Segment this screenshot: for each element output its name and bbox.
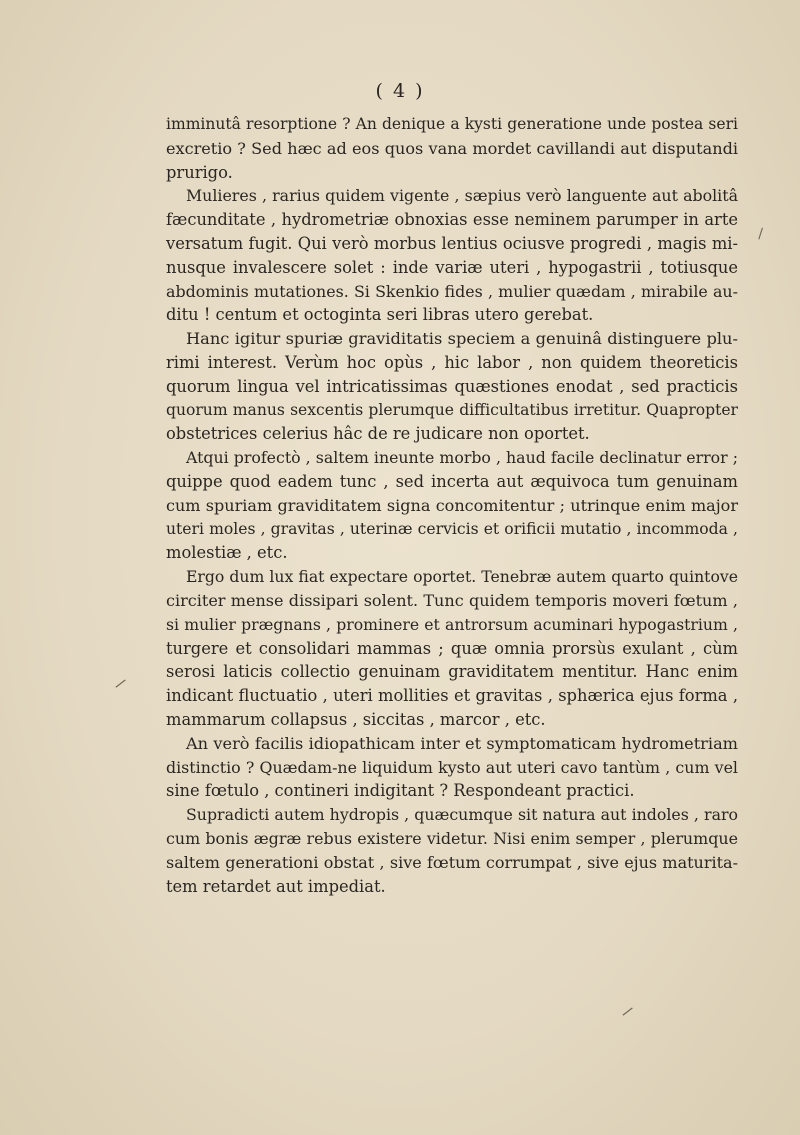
text-line: cum spuriam graviditatem signa concomitentur ; utrinque enim major bbox=[166, 495, 738, 515]
text-line: rimi interest. Verùm hoc opùs , hic labor , non quidem theoreticis bbox=[166, 352, 738, 372]
text-line: abdominis mutationes. Si Skenkio fides , mulier quædam , mirabile au- bbox=[166, 281, 738, 301]
text-line: quorum lingua vel intricatissimas quæstiones enodat , sed practicis bbox=[166, 376, 738, 396]
text-line: si mulier prægnans , prominere et antrorsum acuminari hypogastrium , bbox=[166, 614, 738, 634]
text-line: Atqui profectò , saltem ineunte morbo , haud facile declinatur error ; bbox=[186, 448, 738, 468]
text-line: uteri moles , gravitas , uterinæ cervicis et orificii mutatio , incommoda , bbox=[166, 519, 738, 538]
margin-mark: / bbox=[620, 1004, 634, 1020]
text-line: cum bonis ægræ rebus existere videtur. Nisi enim semper , plerumque bbox=[166, 828, 738, 848]
text-line: serosi laticis collectio genuinam graviditatem mentitur. Hanc enim bbox=[166, 662, 738, 682]
text-line: quippe quod eadem tunc , sed incerta aut æquivoca tum genuinam bbox=[166, 471, 738, 491]
text-line: turgere et consolidari mammas ; quæ omnia prorsùs exulant , cùm bbox=[166, 638, 738, 658]
text-line: versatum fugit. Qui verò morbus lentius ociusve progredi , magis mi- bbox=[166, 233, 738, 253]
text-line: fæcunditate , hydrometriæ obnoxias esse neminem parumper in arte bbox=[166, 210, 738, 230]
text-line: distinctio ? Quædam-ne liquidum kysto aut uteri cavo tantùm , cum vel bbox=[166, 757, 738, 777]
text-line: mammarum collapsus , siccitas , marcor , etc. bbox=[166, 709, 546, 729]
text-line: obstetrices celerius hâc de re judicare non oportet. bbox=[166, 424, 590, 444]
text-line: circiter mense dissipari solent. Tunc quidem temporis moveri fœtum , bbox=[166, 590, 738, 610]
text-line: tem retardet aut impediat. bbox=[166, 876, 386, 896]
body-text bbox=[166, 113, 738, 898]
text-line: indicant fluctuatio , uteri mollities et gravitas , sphærica ejus forma , bbox=[166, 686, 738, 706]
text-line: ditu ! centum et octoginta seri libras utero gerebat. bbox=[166, 305, 594, 325]
text-line: molestiæ , etc. bbox=[166, 543, 288, 563]
margin-mark: \ bbox=[753, 226, 767, 242]
text-line: An verò facilis idiopathicam inter et symptomaticam hydrometriam bbox=[186, 733, 738, 753]
text-line: saltem generationi obstat , sive fœtum corrumpat , sive ejus maturita- bbox=[166, 852, 738, 872]
margin-mark: / bbox=[113, 676, 127, 692]
text-line: Mulieres , rarius quidem vigente , sæpius verò languente aut abolitâ bbox=[186, 186, 738, 206]
page-number: ( 4 ) bbox=[375, 80, 425, 102]
text-line: excretio ? Sed hæc ad eos quos vana mordet cavillandi aut disputandi bbox=[166, 138, 738, 158]
text-line: Ergo dum lux fiat expectare oportet. Tenebræ autem quarto quintove bbox=[186, 567, 738, 587]
text-line: sine fœtulo , contineri indigitant ? Respondeant practici. bbox=[166, 781, 635, 801]
text-line: Hanc igitur spuriæ graviditatis speciem a genuinâ distinguere plu- bbox=[186, 329, 738, 349]
text-line: Supradicti autem hydropis , quæcumque sit natura aut indoles , raro bbox=[186, 805, 738, 825]
text-line: quorum manus sexcentis plerumque difficultatibus irretitur. Quapropter bbox=[166, 400, 738, 419]
text-line: prurigo. bbox=[166, 162, 233, 182]
text-line: imminutâ resorptione ? An denique a kysti generatione unde postea seri bbox=[166, 115, 738, 133]
text-line: nusque invalescere solet : inde variæ uteri , hypogastrii , totiusque bbox=[166, 257, 738, 277]
